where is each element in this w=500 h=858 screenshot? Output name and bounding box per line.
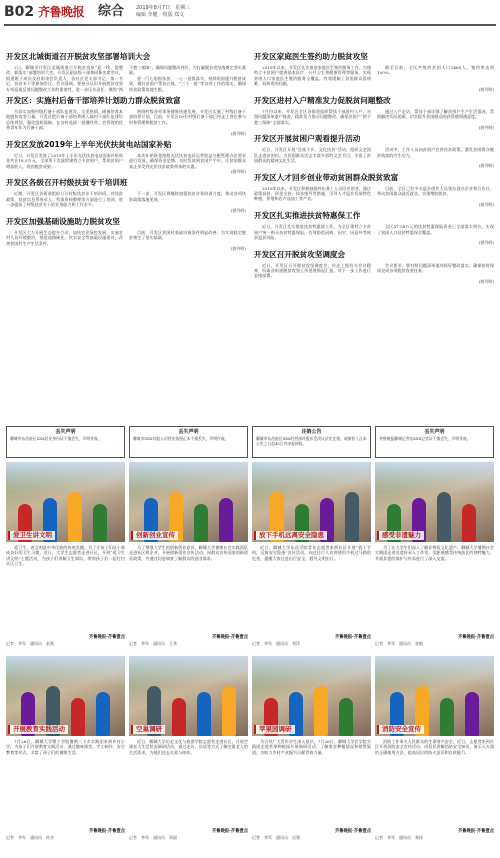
photo-story	[6, 462, 125, 652]
article-byline: (郭丹明)	[230, 207, 246, 213]
article-headline: 开发区家庭医生签约助力脱贫攻坚	[254, 52, 368, 61]
story-paragraph: 为引导广大青年学生深入基层，7月26日，聊城大学农学院实践团走进苹果种植园开展调研活动，了解果农种植情况和销售渠道，为助力乡村产业振兴贡献青春力量。	[252, 739, 371, 755]
article-paragraph: 近日，开发区扎实推进扶贫特惠保工作，为全区建档立卡贫困户统一购买扶贫特惠保险，有效防范因病、因灾、因意外等致贫返贫风险。	[254, 224, 371, 240]
article-paragraph: 围绕村级各项事务健康快速发展，开发区实施了村级后备干部培养计划，目前，开发区18名村级后备干部已经走上岗位参与村务管理和脱贫工作。	[129, 109, 246, 125]
photo-caption: 创新创业宣传	[131, 531, 178, 540]
article-headline: 开发区加强基础设施助力脱贫攻坚	[6, 216, 120, 226]
story-credit: 齐鲁晚报·齐鲁壹点	[88, 829, 125, 834]
article-headline: 开发区各级召开村级扶贫专干培训班	[6, 178, 128, 188]
photo-figure	[197, 692, 211, 736]
story-reporter: 记者 李军 通讯员 张敏	[375, 641, 423, 646]
photo-caption: 消防安全宣传	[377, 725, 424, 734]
article-paragraph: 本次补贴资金按照光伏扶贫电站运营收益分配管理办法要求进行发放，确保资金足额、及时发放到贫困户手中，让贫困群众真正享受到光伏扶贫政策带来的实惠。	[129, 152, 246, 169]
story-reporter: 记者 李军 通讯员 郑伟	[375, 835, 423, 840]
story-reporter: 记者 李军 通讯员 吴强	[252, 835, 300, 840]
article-paragraph: 为切实加强村级后备干部队伍建设，全见热情，储备培育本地脱贫攻坚力量，开发区把后备干部培养纳入镇村干部队伍建设总体规划，强化组织保障，在各村选拔一批懂经营、会管理的优秀青年作为后备干部。	[6, 109, 123, 131]
article-paragraph: 近日，开发区开展“送戏下乡、文化扶贫”活动，组织文艺团队走进贫困村，为贫困群众送去丰富多彩的文艺节目，丰富了贫困群众的精神文化生活。	[254, 147, 371, 164]
photo-sky	[6, 462, 125, 492]
story-photo	[6, 462, 125, 542]
article-paragraph: 通过入户走访，帮扶干部详细了解贫困户生产生活情况，帮助解决实际困难，切实提升贫困群众的获得感和满意度。	[377, 108, 494, 120]
story-credit: 齐鲁晚报·齐鲁壹点	[211, 829, 248, 834]
story-photo	[6, 656, 125, 736]
photo-figure	[345, 492, 359, 542]
photo-figure	[96, 692, 110, 736]
story-body	[129, 739, 248, 827]
article-paragraph: 要一门心思抓扶贫，一心一意抓落实，持续巩固提升脱贫成果，做好贫困户帮扶台账、“三个一批”等各项工作的落实，确保扶贫政策落地生根。	[129, 75, 246, 92]
photo-figure	[93, 504, 107, 542]
story-body	[6, 739, 125, 827]
notice-title: 丢失声明	[178, 429, 199, 435]
story-credit: 齐鲁晚报·齐鲁壹点	[88, 635, 125, 640]
photo-stories-row-2	[6, 656, 494, 854]
photo-figure	[437, 492, 451, 542]
story-reporter: 记者 李军 通讯员 刘洋	[252, 641, 300, 646]
article-body	[6, 109, 246, 131]
editor-line: 编辑 李健 组版 郑文	[136, 12, 185, 18]
notice-box	[252, 426, 371, 458]
article-paragraph: 目前，全区已有多名返乡创业人员领办创办企业和合作社，带动贫困群众就近就业，实现增收脱贫。	[377, 185, 494, 197]
photo-sky	[129, 462, 248, 492]
article-byline: (郭丹明)	[230, 169, 246, 175]
article-paragraph: 7月份以来，开发区全区各街道组织帮扶干部进村入户，对照问题清单逐户排查，精准发力推动问题整改，确保贫困户“两不愁三保障”全面落实。	[254, 108, 371, 125]
story-paragraph: 7月26日，聊城大学理工学院暑期三下乡实践团来到乡村小学，为孩子们开展教育实践活动，通过趣味课堂、手工制作、安全教育等形式，丰富了孩子们的暑期生活。	[6, 739, 125, 755]
story-paragraph: 近日，聊城大学历史文化与旅游学院志愿者走进社区，开展空巢老人生活状况调研活动，通过走访、访谈等方式了解空巢老人的生活需求，为他们送去关爱与陪伴。	[129, 739, 248, 755]
notice-text: 齐鲁晚报聊城记者站XXX记者证不慎丢失，声明作废。	[379, 436, 471, 441]
photo-story	[375, 462, 494, 652]
photo-figure	[219, 498, 233, 542]
article-paragraph: 目前，开发区贫困村基础设施条件明显改善，为实现稳定脱贫奠定了坚实基础。	[129, 229, 246, 241]
story-paragraph: 为了增强大学生的创新创业意识，聊城大学暑期社会实践团队走进社区和企业，开展创新创业宣传活动，向群众宣传国家创新创业政策，并通过问卷调查了解群众的创业需求。	[129, 545, 248, 561]
photo-figure	[465, 692, 479, 736]
article	[254, 52, 494, 92]
photo-sky	[375, 462, 494, 492]
story-paragraph: 为了让大学生们深入了解非物质文化遗产，聊城大学暑期社会实践团走进非遗传承人工作室，零距离感受传统技艺的独特魅力，并就非遗的保护与传承进行了深入交流。	[375, 545, 494, 561]
photo-story	[252, 656, 371, 854]
notice-text: 聊城市东昌府区XXX居民身份证不慎丢失，声明作废。	[10, 436, 102, 441]
story-photo	[252, 462, 371, 542]
article	[254, 134, 494, 168]
story-credit: 齐鲁晚报·齐鲁壹点	[334, 829, 371, 834]
story-photo	[129, 462, 248, 542]
photo-figure	[68, 492, 82, 542]
photo-caption: 感受非遗魅力	[377, 531, 424, 540]
article-byline: (郭丹明)	[478, 201, 494, 207]
notice-box	[6, 426, 125, 458]
story-reporter: 记者 李军 通讯员 赵燕	[6, 641, 54, 646]
article-byline: (郭丹明)	[478, 125, 494, 131]
date-line: 2019年8月7日 星期三	[136, 5, 191, 11]
photo-figure	[71, 698, 85, 736]
notice-text: 聊城市东昌府区XXX经营部经股东会决议决定注销，请债权人自本公告之日起45日内申报债权。	[256, 436, 367, 446]
story-reporter: 记者 李军 通讯员 周丽	[129, 835, 177, 840]
photo-figure	[462, 504, 476, 542]
article-paragraph: 下一步，开发区将继续加强扶贫业务培训力度，推动各项扶贫政策落地见效。	[129, 191, 246, 202]
notice-title: 丢失声明	[424, 429, 445, 435]
article-body	[254, 186, 494, 202]
photo-caption: 苹果园调研	[254, 725, 295, 734]
article-headline: 开发区召开脱贫攻坚调度会	[254, 249, 346, 259]
photo-stories-row-1	[6, 462, 494, 652]
photo-caption: 放下手机远离安全隐患	[254, 531, 327, 540]
article-body	[6, 230, 246, 246]
story-paragraph: 消防工作事关人民群众的生命财产安全。近日，志愿者来到社区开展消防安全宣传活动，向居民讲解消防安全知识，演示灭火器的正确使用方法，提高居民的防火意识和自救能力。	[375, 739, 494, 755]
story-photo	[252, 656, 371, 736]
masthead-divider	[4, 24, 496, 26]
masthead	[0, 0, 500, 26]
article	[254, 250, 494, 284]
story-credit: 齐鲁晚报·齐鲁壹点	[457, 829, 494, 834]
newspaper-logo: 齐鲁晚报	[38, 5, 85, 19]
article	[6, 178, 246, 212]
photo-figure	[440, 698, 454, 736]
story-body	[375, 739, 494, 827]
left-column	[6, 50, 246, 255]
story-photo	[129, 656, 248, 736]
article-byline: (郭丹明)	[478, 240, 494, 246]
photo-sky	[252, 462, 371, 492]
article-headline: 开发区开展贫困户观看提升活动	[254, 134, 361, 144]
photo-figure	[314, 686, 328, 736]
photo-story	[129, 462, 248, 652]
article-paragraph: 近日，开发区发放了2019年上半年光伏扶贫电站国家补贴资金共计18.5万元，全部用于发放给建档立卡贫困户，帮助贫困户增加收入，巩固脱贫成果。	[6, 152, 123, 169]
photo-figure	[339, 698, 353, 736]
photo-caption: 空巢调研	[131, 725, 165, 734]
article	[254, 173, 494, 207]
photo-story	[375, 656, 494, 854]
article-body	[6, 65, 246, 92]
article	[6, 52, 246, 92]
article-headline: 开发区扎实推进扶贫特惠保工作	[254, 211, 361, 221]
photo-caption: 开展教育实践活动	[8, 725, 68, 734]
photo-sky	[375, 656, 494, 686]
article-byline: (郭丹明)	[230, 245, 246, 251]
article-byline: (郭丹明)	[478, 278, 494, 284]
notice-text: 聊城市XXX有限公司营业执照正本不慎丢失，声明作废。	[133, 436, 229, 441]
article-body	[254, 263, 494, 279]
photo-story	[129, 656, 248, 854]
notices-bar	[6, 426, 494, 458]
article-headline: 开发区：实施村后备干部培养计划助力群众脱贫致富	[6, 96, 181, 106]
article-body	[254, 224, 494, 240]
photo-story	[252, 462, 371, 652]
story-paragraph: 近日，聊城大学东昌学院青年志愿者来到社区开展“放下手机，远离安全隐患”宣传活动，向过往行人宣讲使用手机过马路的危害，提醒大家注意出行安全，倡导文明出行。	[252, 545, 371, 561]
article	[6, 217, 246, 251]
article-paragraph: 近期，开发区各街道组织召开村级扶贫专干培训班，对扶贫政策、扶贫信息系统录入、档案资料整理等方面进行了培训，进一步提高了村级扶贫专干的业务能力和工作水平。	[6, 191, 123, 208]
notice-title: 注销公告	[301, 429, 322, 435]
article-body	[6, 153, 246, 169]
story-body	[252, 739, 371, 827]
page-number: B02	[4, 4, 35, 20]
article-body	[6, 191, 246, 207]
story-photo	[375, 462, 494, 542]
story-body	[129, 545, 248, 633]
article-paragraph: 2019年以来，开发区扎实推进家庭医生签约服务工作，为建档立卡贫困户提供基本医疗、公共卫生和健康管理等服务，实现贫困人口家庭医生签约服务全覆盖，有效缓解了贫困群众看病难、看病贵的问题。	[254, 65, 371, 87]
article	[254, 211, 494, 245]
photo-story	[6, 656, 125, 854]
story-body	[6, 545, 125, 633]
article	[254, 96, 494, 130]
story-body	[252, 545, 371, 633]
photo-sky	[6, 656, 125, 686]
story-credit: 齐鲁晚报·齐鲁壹点	[334, 635, 371, 640]
article-body	[254, 109, 494, 125]
notice-title: 丢失声明	[55, 429, 76, 435]
article-byline: (郭丹明)	[478, 163, 494, 169]
article	[6, 96, 246, 136]
article-byline: (郭丹明)	[230, 130, 246, 136]
article-paragraph: 截至目前，全区共签约贫困人口1468人，签约率达到100%。	[377, 65, 494, 76]
story-photo	[375, 656, 494, 736]
story-credit: 齐鲁晚报·齐鲁壹点	[211, 635, 248, 640]
masthead-meta	[136, 5, 190, 19]
article-paragraph: 2019年以来，开发区积极鼓励外出务工人员回乡创业，通过政策扶持、资金支持、技术指导等措施，引导人才返乡发展特色种植、养殖和农产品加工等产业。	[254, 185, 371, 202]
story-paragraph: 爱卫生，讲文明是中华民族的传统美德。为了让孩子们从小养成良好的卫生习惯，近日，大学生志愿者走进社区，开展“爱卫生讲文明”主题活动，为孩子们讲解卫生知识，带领孩子们一起打扫社区卫生。	[6, 545, 125, 567]
article-paragraph: 开发区大力开展生态提升行动，加快农业绿色发展，实施农村人居环境整治，推进道路硬化、饮水安全等基础设施建设，改善贫困村生产生活条件。	[6, 229, 123, 246]
notice-box	[129, 426, 248, 458]
article-headline: 开发区人才回乡创业带动贫困群众脱贫致富	[254, 172, 399, 182]
article-paragraph: 2日，聊城市开发区北城街道召开脱贫攻坚“迎一线、促整改、抓落实”部署培训大会。开发区副县级干部黄同新出席会议，街道班子成员及驻街单位负责人、各社区党支部书记、第一书记、扶贫专干等参加会议。会议强调，要充分认识开展脱贫攻坚专项巡视反馈问题整改工作的重要性，进一步压实责任，聚焦“两不愁三保障”，确保问题整改到位，为打赢脱贫攻坚战奠定坚实基础。	[6, 65, 246, 92]
article-paragraph: 活动中，工作人员向贫困户宣讲扶贫政策，激发贫困群众脱贫致富的内生动力。	[377, 147, 494, 158]
photo-caption: 爱卫生讲文明	[8, 531, 55, 540]
article-paragraph: 全区47.58万元的扶贫特惠保险资金已全部落实到位，实现了贫困人口扶贫特惠保全覆盖。	[377, 224, 494, 235]
photo-figure	[222, 686, 236, 736]
article	[6, 140, 246, 174]
article-paragraph: 会议要求，要对照问题清单逐项抓好整改落实，确保按时保质完成各项脱贫攻坚任务。	[377, 262, 494, 273]
article-paragraph: 近日，开发区召开脱贫攻坚调度会，传达上级有关会议精神，听取各街道脱贫攻坚工作进展情况汇报，对下一步工作进行安排部署。	[254, 262, 371, 279]
photo-sky	[252, 656, 371, 686]
story-body	[375, 545, 494, 633]
article-headline: 开发区发放2019年上半年光伏扶贫电站国家补贴	[6, 139, 172, 149]
article-byline: (郭丹明)	[478, 86, 494, 92]
photo-sky	[129, 656, 248, 686]
story-reporter: 记者 李军 通讯员 孙杰	[6, 835, 54, 840]
photo-figure	[172, 698, 186, 736]
story-credit: 齐鲁晚报·齐鲁壹点	[457, 635, 494, 640]
article-body	[254, 147, 494, 163]
article-headline: 开发区北城街道召开脱贫攻坚部署培训大会	[6, 52, 151, 61]
section-title: 综合	[98, 4, 125, 19]
photo-figure	[194, 504, 208, 542]
notice-box	[375, 426, 494, 458]
article-headline: 开发区进村入户精准发力促脱贫问题整改	[254, 95, 391, 105]
story-reporter: 记者 李军 通讯员 王华	[129, 641, 177, 646]
right-column	[254, 50, 494, 288]
article-body	[254, 65, 494, 87]
